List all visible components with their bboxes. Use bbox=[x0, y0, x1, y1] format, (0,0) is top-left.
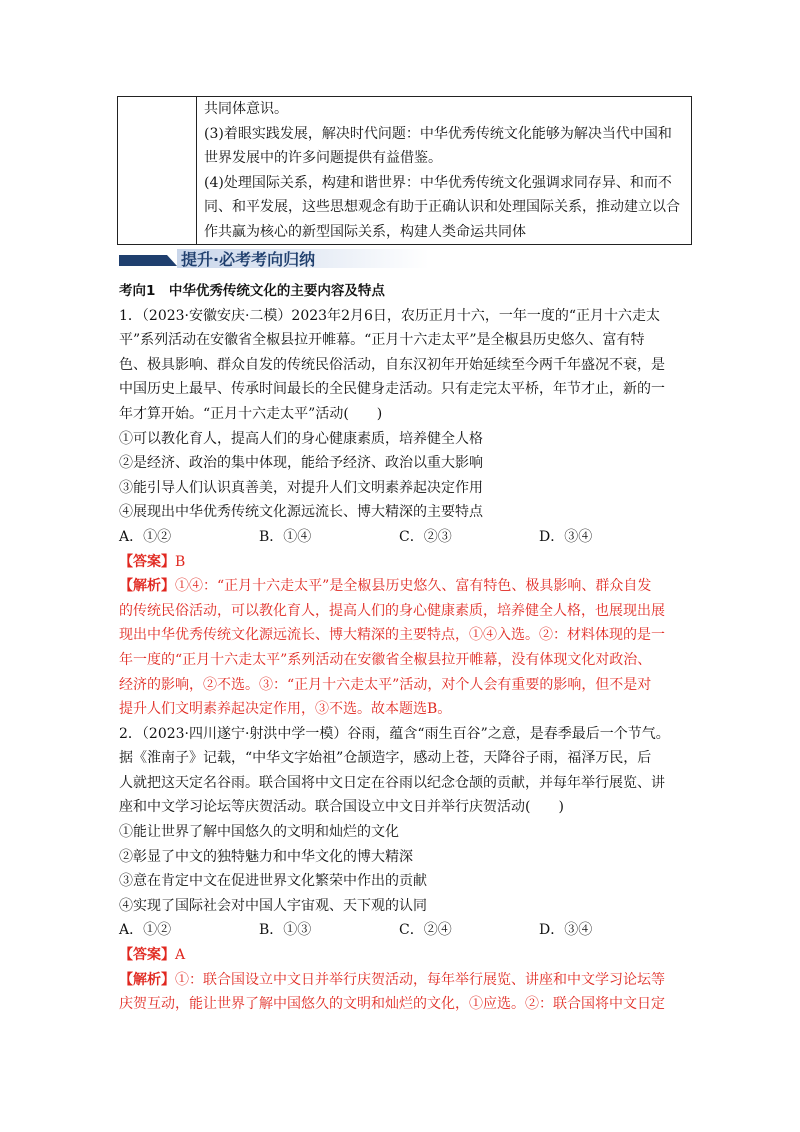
table-right-column bbox=[204, 97, 685, 244]
question-stem-line: 色、极具影响、群众自发的传统民俗活动，自东汉初年开始延续至今两千年盛况不衰，是 bbox=[119, 356, 665, 373]
question-stem-line: 座和中文学习论坛等庆贺活动。联合国设立中文日并举行庆贺活动( ) bbox=[119, 799, 564, 816]
option-b: B．①③ bbox=[259, 922, 312, 939]
question-stem-line: 人就把这天定名谷雨。联合国将中文日定在谷雨以纪念仓颉的贡献，并每年举行展览、讲 bbox=[119, 774, 665, 791]
analysis-line: 提升人们文明素养起决定作用，③不选。故本题选B。 bbox=[119, 701, 452, 718]
option-a: A．①② bbox=[119, 922, 172, 939]
statement: ②是经济、政治的集中体现，能给予经济、政治以重大影响 bbox=[119, 455, 483, 472]
statement: ④实现了国际社会对中国人宇宙观、天下观的认同 bbox=[119, 897, 427, 914]
table-line: 世界发展中的许多问题提供有益借鉴。 bbox=[204, 150, 442, 166]
option-d: D．③④ bbox=[539, 922, 593, 939]
analysis-line: 庆贺互动，能让世界了解中国悠久的文明和灿烂的文化，①应选。②：联合国将中文日定 bbox=[119, 996, 665, 1013]
banner-bar bbox=[119, 255, 167, 266]
answer-value: B bbox=[175, 553, 186, 570]
statement: ①能让世界了解中国悠久的文明和灿烂的文化 bbox=[119, 824, 399, 841]
summary-table bbox=[117, 96, 692, 245]
analysis-line bbox=[119, 968, 689, 993]
section-banner bbox=[119, 246, 429, 268]
question-stem-line: 年才算开始。“正月十六走太平”活动( ) bbox=[119, 405, 383, 422]
answer-tag: 【答案】 bbox=[119, 947, 175, 964]
section-heading: 考向1 中华优秀传统文化的主要内容及特点 bbox=[119, 283, 385, 299]
analysis-tag: 【解析】 bbox=[119, 971, 175, 988]
banner-title: 提升·必考考向归纳 bbox=[181, 250, 316, 269]
question-1 bbox=[119, 304, 689, 722]
answer-tag: 【答案】 bbox=[119, 553, 175, 570]
table-line: 共同体意识。 bbox=[204, 101, 288, 117]
question-2 bbox=[119, 722, 689, 1017]
table-line: (3)着眼实践发展，解决时代问题：中华优秀传统文化能够为解决当代中国和 bbox=[204, 125, 672, 142]
analysis-line: 经济的影响，②不选。③：“正月十六走太平”活动，对个人会有重要的影响，但不是对 bbox=[119, 676, 652, 693]
analysis-text: ①④：“正月十六走太平”是全椒县历史悠久、富有特色、极具影响、群众自发 bbox=[175, 578, 652, 595]
statement: ③意在肯定中文在促进世界文化繁荣中作出的贡献 bbox=[119, 873, 427, 890]
statement: ②彰显了中文的独特魅力和中华文化的博大精深 bbox=[119, 848, 413, 865]
option-b: B．①④ bbox=[259, 528, 312, 545]
analysis-line: 年一度的“正月十六走太平”系列活动在安徽省全椒县拉开帷幕，没有体现文化对政治、 bbox=[119, 651, 652, 668]
statement: ③能引导人们认识真善美，对提升人们文明素养起决定作用 bbox=[119, 479, 483, 496]
analysis-tag: 【解析】 bbox=[119, 578, 175, 595]
table-line: (4)处理国际关系，构建和谐世界：中华优秀传统文化强调求同存异、和而不 bbox=[204, 174, 672, 191]
analysis-line: 的传统民俗活动，可以教化育人，提高人们的身心健康素质，培养健全人格，也展现出展 bbox=[119, 602, 665, 619]
answer-value: A bbox=[175, 947, 186, 964]
question-stem-line: 中国历史上最早、传承时间最长的全民健身走活动。只有走完太平桥，年节才止，新的一 bbox=[119, 381, 665, 398]
question-stem-line: 平”系列活动在安徽省全椒县拉开帷幕。“正月十六走太平”是全椒县历史悠久、富有特 bbox=[119, 332, 645, 349]
option-d: D．③④ bbox=[539, 528, 593, 545]
analysis-line: 现出中华优秀传统文化源远流长、博大精深的主要特点，①④入选。②：材料体现的是一 bbox=[119, 627, 665, 644]
answer-line bbox=[119, 550, 689, 575]
table-line: 作共赢为核心的新型国际关系，构建人类命运共同体 bbox=[204, 223, 526, 240]
options-row bbox=[119, 918, 689, 943]
analysis-text: ①：联合国设立中文日并举行庆贺活动，每年举行展览、讲座和中文学习论坛等 bbox=[175, 971, 665, 988]
table-left-column bbox=[118, 97, 197, 244]
question-stem-line: 1．（2023·安徽安庆·二模）2023年2月6日，农历正月十六，一年一度的“正月十六走太 bbox=[119, 307, 661, 324]
statement: ④展现出中华优秀传统文化源远流长、博大精深的主要特点 bbox=[119, 504, 483, 521]
question-stem-line: 据《淮南子》记载，“中华文字始祖”仓颉造字，感动上苍，天降谷子雨，福泽万民，后 bbox=[119, 750, 652, 767]
answer-line bbox=[119, 943, 689, 968]
option-c: C．②④ bbox=[399, 922, 452, 939]
banner-triangle bbox=[167, 255, 177, 266]
statement: ①可以教化育人，提高人们的身心健康素质，培养健全人格 bbox=[119, 430, 483, 447]
options-row bbox=[119, 525, 689, 550]
question-stem-line: 2．（2023·四川遂宁·射洪中学一模）谷雨，蕴含“雨生百谷”之意，是春季最后一个节气。 bbox=[119, 725, 670, 742]
option-c: C．②③ bbox=[399, 528, 452, 545]
content bbox=[119, 279, 689, 1017]
option-a: A．①② bbox=[119, 528, 172, 545]
analysis-line bbox=[119, 574, 689, 599]
table-line: 同、和平发展，这些思想观念有助于正确认识和处理国际关系，推动建立以合 bbox=[204, 199, 680, 215]
